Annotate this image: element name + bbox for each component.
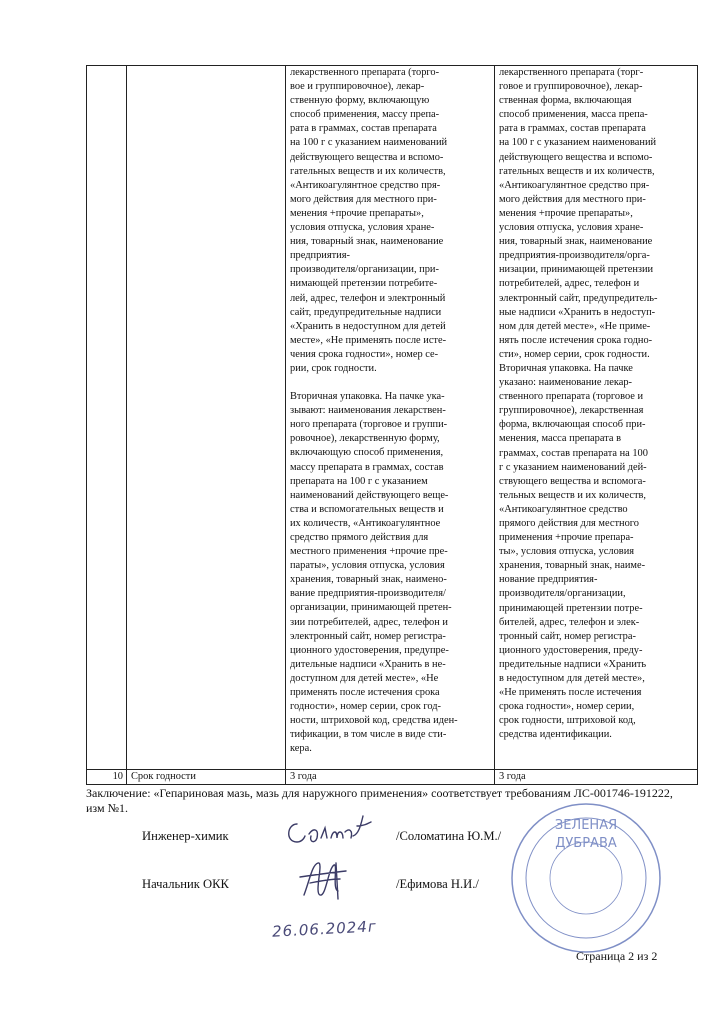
row-name-cell bbox=[127, 66, 286, 770]
result-secondary-packaging-text: Вторичная упаковка. На пачке указано: наименование лекар- ственного препарата (торговое и группировочное), лекарственная форма, включающая способ при- менения, масса препарата в граммах, состав препарата на 100 г с указанием наименований дей- ствующего вещества и вспомога- тельных веществ и их количеств, «Антикоагулянтное средство прямого действия для местного применения +прочие препара- ты», условия отпуска, условия хранения, товарный знак, наиме- нование предприятия- производителя/организации, принимающей претензии потре- бителей, адрес, телефон и элек- тронный сайт, номер регистра- ционного удостоверения, преду- предительные надписи «Хранить в недоступном для детей месте», «Не применять после истечения срока годности», номер серии, срок годности, штриховой код, средства идентификации. bbox=[499, 362, 648, 741]
company-stamp bbox=[508, 800, 664, 956]
signer-role-head: Начальник ОКК bbox=[142, 877, 229, 891]
row-name: Срок годности bbox=[127, 770, 286, 785]
requirement-cell bbox=[286, 66, 495, 770]
row-number-cell bbox=[87, 66, 127, 770]
requirement-primary-packaging-text: лекарственного препарата (торго- вое и группировочное), лекар- ственную форму, включающую способ применения, массу препа- рата в граммах, состав препарата на 100 г с указанием наименований действующего вещества и вспомо- гательных веществ и их количеств, «Антикоагулянтное средство пря- мого действия для местного при- менения +прочие препараты», условия отпуска, условия хране- ния, товарный знак, наименование предприятия- производителя/организации, при- нимающей претензии потребите- лей, адрес, телефон и электронный сайт, предупредительные надписи «Хранить в недоступном для детей месте», «Не применять после исте- чения срока годности», номер се- рии, срок годности. bbox=[290, 67, 448, 374]
result-primary-packaging-text: лекарственного препарата (торг- говое и группировочное), лекар- ственная форма, включающая способ применения, масса препа- рата в граммах, состав препарата на 100 г с указанием наименований действующего вещества и вспомо- гательных веществ и их количеств, «Антикоагулянтное средство пря- мого действия для местного при- менения +прочие препараты», условия отпуска, условия хране- ния, товарный знак, наименование предприятия-производителя/орга- низации, принимающей претензии потребителей, адрес, телефон и электронный сайт, предупредитель- ные надписи «Хранить в недоступ- ном для детей месте», «Не приме- нять после истечения срока годно- сти», номер серии, срок годности. bbox=[499, 67, 658, 360]
page-number: Страница 2 из 2 bbox=[576, 949, 658, 963]
requirement-secondary-packaging-text: Вторичная упаковка. На пачке ука- зывают: наименования лекарствен- ного препарата (торговое и группи- ровочное), лекарственную форму, включающую способ применения, массу препарата в граммах, состав препарата на 100 г с указанием наименований действующего веще- ства и вспомогательных веществ и их количеств, «Антикоагулянтное средство прямого действия для местного применения +прочие пре- параты», условия отпуска, условия хранения, товарный знак, наимено- вание предприятия-производителя/ организации, принимающей претен- зии потребителей, адрес, телефон и электронный сайт, номер регистра- ционного удостоверения, предупре- дительные надписи «Хранить в не- доступном для детей месте», «Не применять после истечения срока годности», номер серии, срок год- ности, штриховой код, средства иден- тификации, в том числе в виде сти- кера. bbox=[290, 391, 458, 755]
signer-name-head: /Ефимова Н.И./ bbox=[396, 877, 479, 891]
specification-table bbox=[86, 65, 698, 785]
stamp-line-2: ДУБРАВА bbox=[555, 836, 617, 851]
result-cell bbox=[495, 66, 698, 770]
result-value: 3 года bbox=[495, 770, 698, 785]
conclusion-text: Заключение: «Гепариновая мазь, мазь для наружного применения» соответствует требованиям ЛС-001746-191222, изм №1. bbox=[86, 786, 673, 815]
stamp-line-1: ЗЕЛЕНАЯ bbox=[554, 818, 618, 833]
requirement-value: 3 года bbox=[286, 770, 495, 785]
table-row bbox=[87, 770, 698, 785]
signer-name-engineer: /Соломатина Ю.М./ bbox=[396, 829, 502, 843]
signature-head bbox=[296, 855, 354, 905]
table-row bbox=[87, 66, 698, 770]
handwritten-date: 26.06.2024г bbox=[271, 917, 378, 941]
row-number: 10 bbox=[87, 770, 127, 785]
signer-role-engineer: Инженер-химик bbox=[142, 829, 229, 843]
signature-engineer bbox=[283, 812, 379, 852]
